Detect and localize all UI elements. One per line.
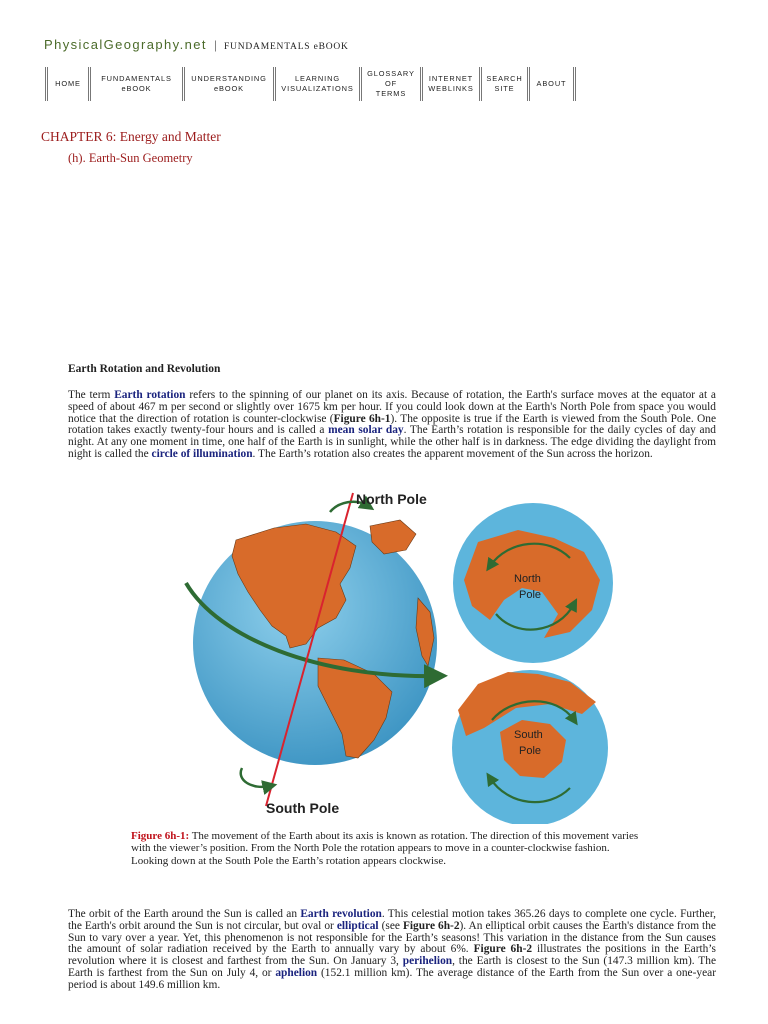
nav-label: LEARNING [295, 74, 340, 83]
nav-label: SITE [494, 84, 515, 93]
nav-about[interactable] [527, 67, 576, 101]
text-run: . This celestial motion takes 365.26 days to complete one cycle. Further, the Earth's orbit around the Sun is not circular, but oval or [68, 908, 717, 932]
text-run: ). An elliptical orbit causes the Earth's distance from the Sun to vary over a year. Yet, this phenomenon is not responsible for the Earth’s seasons! This variation in the distance from the Sun causes the amount of solar radiation received by the Earth to annually vary by about 6%. [68, 919, 716, 956]
main-nav [45, 67, 576, 101]
text-run: (152.1 million km). The average distance of the Earth from the Sun over a one-year period is about 149.6 million km. [68, 966, 716, 991]
nav-label: GLOSSARY [367, 69, 415, 78]
north-disc-label-line1: North [514, 573, 541, 585]
figure-caption [131, 830, 641, 867]
nav-label: SEARCH [486, 74, 523, 83]
caption-label: Figure 6h-1: [131, 830, 190, 842]
section-title: (h). Earth-Sun Geometry [68, 151, 193, 165]
text-run: . The Earth’s rotation is responsible for the daily cycles of day and night. At any one moment in time, one half of the Earth is in sunlight, while the other half is in darkness. The edge dividing the daylight from night is called the [68, 424, 716, 460]
nav-label: WEBLINKS [428, 84, 474, 93]
nav-label: eBOOK [214, 84, 244, 93]
north-disc-label-line2: Pole [519, 589, 542, 601]
site-brand[interactable]: PhysicalGeography.net [44, 37, 207, 52]
rotation-paragraph [68, 390, 716, 461]
caption-text: The movement of the Earth about its axis is known as rotation. The direction of this movement varies with the viewer’s position. From the North Pole the rotation appears to move in a counter-clockwise fashion. Looking down at the South Pole the Earth’s rotation appears clockwise. [131, 830, 639, 867]
figure-reference: Figure 6h-2 [402, 919, 460, 932]
text-run: The orbit of the Earth around the Sun is called an [68, 908, 301, 920]
ebook-label: FUNDAMENTALS eBOOK [223, 42, 349, 52]
term-earth-rotation[interactable]: Earth rotation [114, 389, 186, 401]
text-run: The term [68, 389, 115, 401]
nav-label: eBOOK [121, 84, 152, 93]
south-disc-label-line1: South [514, 729, 543, 741]
nav-label: UNDERSTANDING [191, 74, 267, 83]
text-run: , the Earth is closest to the Sun (147.3 million km). The Earth is farthest from the Sun on July 4, or [68, 955, 717, 979]
text-run: refers to the spinning of our planet on its axis. Because of rotation, the Earth's surface moves at the equator at a speed of about 467 m per second or slightly over 1675 km per hour. If you could look down at the Earth's North Pole from space you would notice that the direction of rotation is counter-clockwise ( [68, 389, 716, 425]
nav-fundamentals-ebook[interactable] [88, 67, 182, 101]
nav-understanding-ebook[interactable] [182, 67, 273, 101]
term-perihelion[interactable]: perihelion [402, 955, 453, 968]
figure-reference: Figure 6h-1 [333, 412, 391, 425]
south-pole-label: South Pole [266, 800, 340, 816]
chapter-title: CHAPTER 6: Energy and Matter [41, 129, 221, 144]
text-run: illustrates the positions in the Earth’s revolution where it is closest and farthest from the Sun. On January 3, [68, 943, 716, 968]
figure-reference: Figure 6h-2 [473, 943, 533, 956]
nav-home[interactable] [45, 67, 88, 101]
nav-glossary-of-terms[interactable] [359, 67, 420, 101]
nav-learning-visualizations[interactable] [273, 67, 359, 101]
site-header [44, 37, 349, 53]
nav-label: TERMS [375, 89, 407, 98]
term-mean-solar-day[interactable]: mean solar day [328, 424, 404, 437]
subheading: Earth Rotation and Revolution [68, 363, 221, 375]
term-earth-revolution[interactable]: Earth revolution [300, 908, 382, 920]
earth-rotation-figure [178, 488, 618, 824]
nav-label: OF [384, 79, 398, 88]
text-run: (see [378, 919, 403, 932]
nav-label: ABOUT [536, 79, 567, 88]
nav-label: HOME [55, 79, 81, 88]
nav-label: VISUALIZATIONS [281, 84, 354, 93]
south-spin-arrow [241, 768, 270, 787]
nav-label: FUNDAMENTALS [101, 74, 172, 83]
north-pole-label: North Pole [356, 491, 427, 507]
text-run: . The Earth’s rotation also creates the apparent movement of the Sun across the horizon. [252, 447, 653, 460]
term-elliptical[interactable]: elliptical [336, 919, 379, 932]
text-run: ). The opposite is true if the Earth is viewed from the South Pole. One rotation takes exactly twenty-four hours and is called a [68, 412, 716, 437]
nav-internet-weblinks[interactable] [420, 67, 479, 101]
nav-label: INTERNET [428, 74, 474, 83]
nav-search-site[interactable] [479, 67, 527, 101]
term-circle-of-illumination[interactable]: circle of illumination [151, 447, 253, 460]
revolution-paragraph [68, 909, 716, 992]
south-disc-label-line2: Pole [519, 745, 542, 757]
term-aphelion[interactable]: aphelion [275, 966, 318, 979]
header-separator: | [214, 37, 217, 52]
